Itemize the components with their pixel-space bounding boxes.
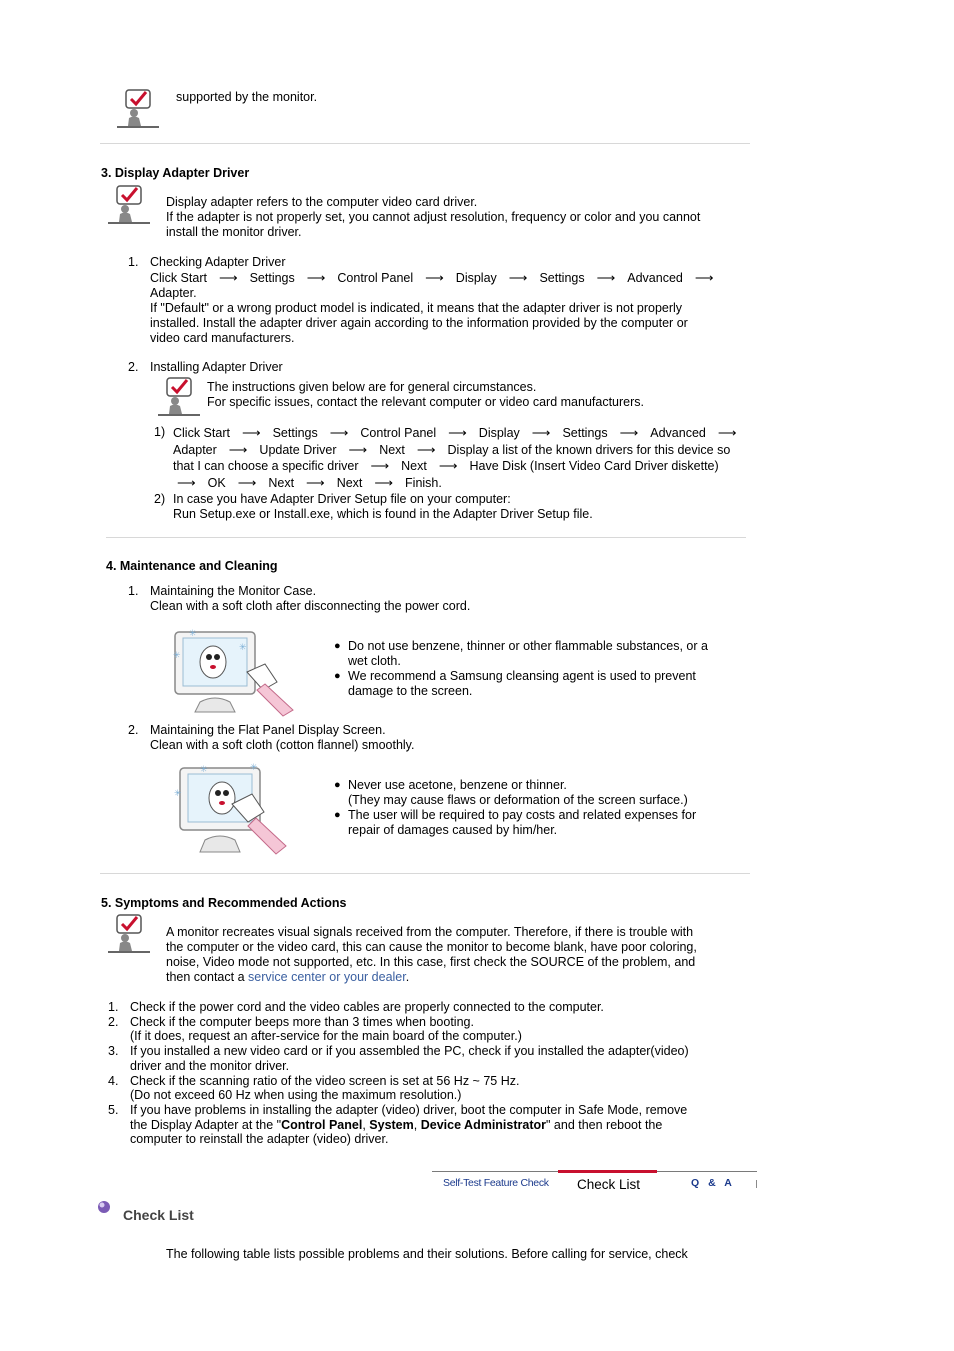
step-number: 2) [154,492,166,506]
list-item: ● Do not use benzene, thinner or other flammable substances, or a wet cloth. [334,639,708,668]
list-item: 5. If you have problems in installing the adapter (video) driver, boot the computer in Safe Mode, remove the Display Adapter at the "Control Panel, System, Device Administrator" and then reboot the computer to reinstall the adapter (video) driver. [108,1102,688,1147]
section-5-note: A monitor recreates visual signals received from the computer. Therefore, if there is trouble with the computer or the video card, this can cause the monitor to become blank, have poor coloring, noise, Video mode not supported, etc. In this case, first check the SOURCE of the problem, and then contact a service center or your dealer. [166,925,697,984]
step-number: 1) [154,425,166,439]
install-note: The instructions given below are for general circumstances. For specific issues, contact the relevant computer or video card manufacturers. [207,380,644,409]
section-3-heading: 3. Display Adapter Driver [101,166,250,180]
arrow-icon: ⟶ [717,425,737,440]
note-icon [116,88,160,130]
check-list-intro: The following table lists possible problems and their solutions. Before calling for service, check [166,1247,688,1261]
list-item: ● Never use acetone, benzene or thinner. (They may cause flaws or deformation of the screen surface.) [334,778,688,807]
divider [106,537,746,538]
section-5-heading: 5. Symptoms and Recommended Actions [101,896,347,910]
item-title: Checking Adapter Driver [150,255,286,269]
list-item: ● We recommend a Samsung cleansing agent is used to prevent damage to the screen. [334,669,696,698]
svg-text:✳: ✳ [239,643,247,653]
screen-bullets [334,778,734,838]
arrow-icon: ⟶ [425,270,444,285]
check-list-title: Check List [123,1207,194,1223]
list-number: 1. [128,584,139,598]
arrow-icon: ⟶ [237,474,257,490]
svg-text:✳: ✳ [200,765,208,775]
note-icon [107,913,151,955]
case-bullets [334,639,734,699]
arrow-icon: ⟶ [694,270,714,285]
svg-text:✳: ✳ [250,763,258,773]
section-4-heading: 4. Maintenance and Cleaning [106,559,278,573]
list-item: ● The user will be required to pay costs and related expenses for repair of damages caused by him/her. [334,808,697,837]
note-icon [157,376,201,418]
arrow-icon: ⟶ [508,270,528,285]
top-note-text: supported by the monitor. [176,90,318,104]
arrow-icon: ⟶ [329,425,349,440]
divider [100,873,750,874]
list-number: 2. [128,360,139,374]
arrow-icon: ⟶ [374,474,394,490]
svg-text:✳: ✳ [173,651,181,661]
svg-text:✳: ✳ [174,789,182,799]
monitor-case-item: Maintaining the Monitor Case. Clean with a soft cloth after disconnecting the power cord. [150,584,471,613]
arrow-icon: ⟶ [438,458,458,473]
arrow-icon: ⟶ [370,458,390,473]
flat-panel-item: Maintaining the Flat Panel Display Screen. Clean with a soft cloth (cotton flannel) smoothly. [150,723,415,752]
cleaning-screen-illustration [170,760,295,858]
tab-check-list[interactable]: Check List [558,1170,657,1199]
bullet-orb-icon [97,1200,111,1214]
tab-separator [756,1180,757,1188]
arrow-icon: ⟶ [448,425,467,440]
list-number: 2. [128,723,139,737]
bullet-icon: ● [334,779,341,791]
arrow-icon: ⟶ [416,441,436,457]
bullet-icon: ● [334,809,341,821]
arrow-icon: ⟶ [348,441,368,457]
bullet-icon: ● [334,670,341,682]
service-center-link[interactable]: service center or your dealer [248,970,406,984]
list-item: 1. Check if the power cord and the video cables are properly connected to the computer. [108,1000,604,1014]
symptoms-list [108,1000,748,1147]
checking-adapter-driver: Checking Adapter Driver Click Start ⟶ Settings ⟶ Control Panel ⟶ Display ⟶ Settings ⟶ Advanced ⟶ Adapter. If "Default" or a wrong product model is indicated, it means that the adapter driver is not properly installed. Install the adapter driver again according to the information provided by the computer or video card manufacturers. [150,255,750,346]
arrow-icon: ⟶ [531,425,551,440]
note-icon [107,184,151,226]
menu-path: Click Start ⟶ Settings ⟶ Control Panel ⟶ Display ⟶ Settings ⟶ Advanced ⟶ [150,270,714,285]
section-3-note: Display adapter refers to the computer video card driver. If the adapter is not properly set, you cannot adjust resolution, frequency or color and you cannot install the monitor driver. [166,195,701,239]
bullet-icon: ● [334,640,341,652]
item-title: Installing Adapter Driver [150,360,283,374]
list-item: 3. If you installed a new video card or if you assembled the PC, check if you installed the adapter(video) driver and the monitor driver. [108,1044,689,1073]
tab-qa[interactable]: Q & A [691,1177,735,1189]
divider [100,143,750,144]
list-number: 1. [128,255,139,269]
list-item: 4. Check if the scanning ratio of the video screen is set at 56 Hz ~ 75 Hz. (Do not exceed 60 Hz when using the maximum resolution.) [108,1073,520,1103]
cleaning-monitor-illustration [165,624,300,719]
arrow-icon: ⟶ [619,425,639,440]
arrow-icon: ⟶ [306,270,326,285]
arrow-icon: ⟶ [306,474,325,490]
arrow-icon: ⟶ [177,474,196,490]
svg-text:✳: ✳ [189,629,197,639]
setup-file-step: In case you have Adapter Driver Setup file on your computer: Run Setup.exe or Install.exe, which is found in the Adapter Driver Setup file. [173,492,593,521]
arrow-icon: ⟶ [218,270,238,285]
tab-self-test[interactable]: Self-Test Feature Check [443,1177,549,1189]
arrow-icon: ⟶ [228,441,248,457]
arrow-icon: ⟶ [596,270,616,285]
install-steps: Click Start ⟶ Settings ⟶ Control Panel ⟶ Display ⟶ Settings ⟶ Advanced ⟶ Adapter ⟶ Update Driver ⟶ Next ⟶ Display a list of the known drivers for this device so that I can choose a specific driver ⟶ Next ⟶ Have Disk (Insert Video Card Driver diskette) ⟶ OK ⟶ Next ⟶ Next ⟶ Finish. [173,425,737,490]
list-item: 2. Check if the computer beeps more than 3 times when booting. (If it does, request an after-service for the main board of the computer.) [108,1014,522,1044]
arrow-icon: ⟶ [241,425,261,440]
